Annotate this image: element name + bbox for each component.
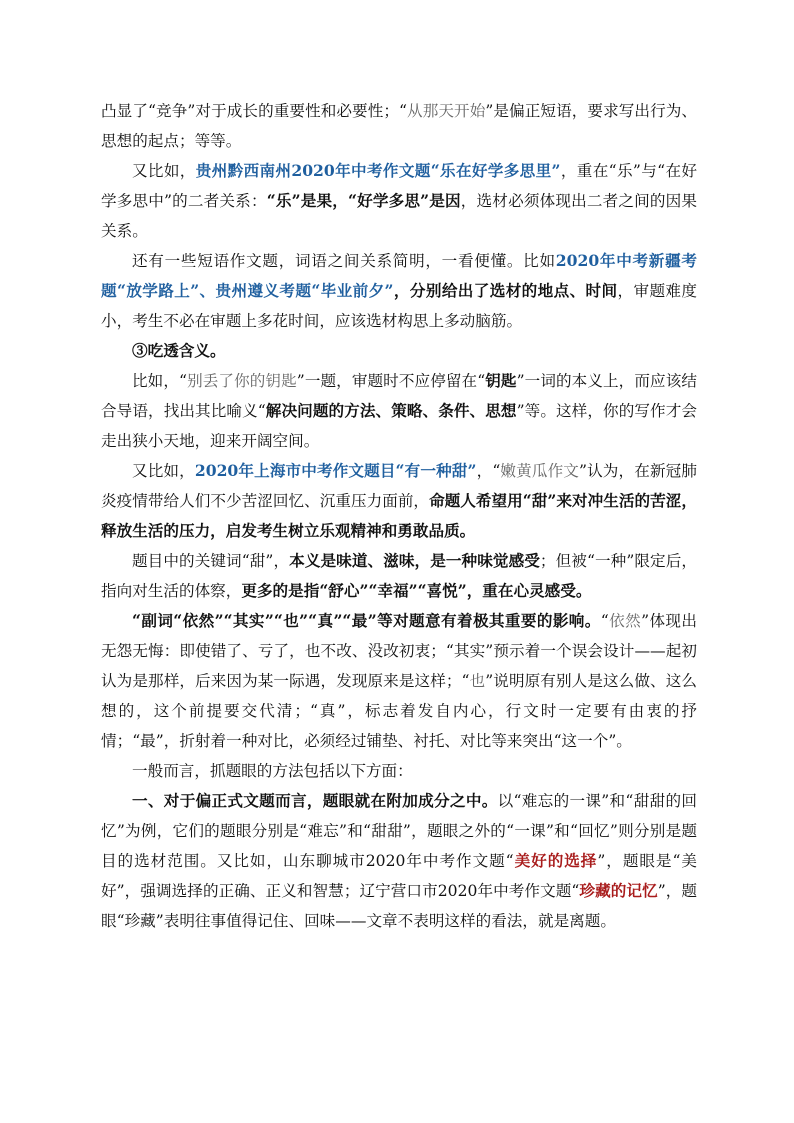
text-span: ”，题眼是“美好”，强调选择的正确、正义和智慧；辽宁营口市2020年中考作文题“ xyxy=(101,852,697,900)
text-span: 也 xyxy=(469,672,486,690)
text-span: 比如，“ xyxy=(132,372,187,390)
paragraph xyxy=(101,606,697,756)
bold-text: 解决问题的方法、策略、条件、思想 xyxy=(265,401,517,420)
bold-text: 更多的是指“舒心”“幸福”“喜悦”，重在心灵感受。 xyxy=(241,581,592,600)
text-span: 嫩黄瓜作文 xyxy=(500,462,579,480)
bold-text: “副词“依然”“其实”“也”“真”“最”等对题意有着极其重要的影响。 xyxy=(132,611,601,630)
paragraph xyxy=(101,96,697,156)
highlight-title: 2020年中考新疆考题“放学路上”、贵州遵义考题“毕业前夕” xyxy=(101,251,697,300)
text-span: “ xyxy=(600,612,609,630)
text-span: 依然 xyxy=(608,612,642,630)
text-span: ”，题眼“珍藏”表明往事值得记住、回味——文章不表明这样的看法，就是离题。 xyxy=(101,882,697,930)
highlight-title: 2020年上海市中考作文题目“有一种甜” xyxy=(194,461,477,480)
bold-text: ，分别给出了选材的地点、时间 xyxy=(393,281,618,300)
paragraph xyxy=(101,156,697,246)
text-span: ”认为，在新冠肺炎疫情带给人们不少苦涩回忆、沉重压力面前， xyxy=(101,462,697,510)
paragraph xyxy=(101,246,697,336)
paragraph xyxy=(101,786,697,936)
text-span: ”说明原有别人是这么做、这么想的，这个前提要交代清；“真”，标志着发自内心，行文时一定要有由衷的抒情；“最”，折射着一种对比，必须经过铺垫、衬托、对比等来突出“这一个”。 xyxy=(101,672,697,750)
text-span: ”一题，审题时不应停留在“ xyxy=(296,372,486,390)
text-span: 从那天开始 xyxy=(406,102,486,120)
text-span: ”一词的本义上，而应该结合导语，找出其比喻义“ xyxy=(101,372,697,420)
highlight-title: 贵州黔西南州2020年中考作文题“乐在好学多思里” xyxy=(195,161,561,180)
section-heading xyxy=(101,336,697,366)
paragraph xyxy=(101,366,697,456)
text-span: ”体现出无怨无悔：即使错了、亏了，也不改、没改初衷；“其实”预示着一个误会设计——起初认为是那样，后来因为某一际遇，发现原来是这样；“ xyxy=(101,612,697,690)
text-span: 别丢了你的钥匙 xyxy=(187,372,297,390)
bold-text: 本义是味道、滋味，是一种味觉感受 xyxy=(289,551,540,570)
bold-text: “乐”是果，“好学多思”是因 xyxy=(266,191,461,210)
text-span: ，审题难度小，考生不必在审题上多花时间，应该选材构思上多动脑筋。 xyxy=(101,282,697,330)
text-span: ，选材必须体现出二者之间的因果关系。 xyxy=(101,192,697,240)
heading-text: ③吃透含义。 xyxy=(132,341,226,360)
text-span: ”等。这样，你的写作才会走出狭小天地，迎来开阔空间。 xyxy=(101,402,697,450)
text-span: ，“ xyxy=(476,462,501,480)
bold-text: 钥匙 xyxy=(485,371,517,390)
paragraph xyxy=(101,546,697,606)
text-span: ；但被“一种”限定后，指向对生活的体察， xyxy=(101,552,697,600)
text-span: 一般而言，抓题眼的方法包括以下方面： xyxy=(132,762,413,780)
document-page xyxy=(101,96,697,936)
bold-text: 一、对于偏正式文题而言，题眼就在附加成分之中。 xyxy=(132,791,498,810)
text-span: ，重在“乐”与“在好学多思中”的二者关系： xyxy=(101,162,697,210)
text-span: 题目中的关键词“甜”， xyxy=(132,552,290,570)
highlight-title: 珍藏的记忆 xyxy=(579,881,658,900)
paragraph xyxy=(101,456,697,546)
highlight-title: 美好的选择 xyxy=(513,851,598,870)
text-span: 又比如， xyxy=(132,162,196,180)
text-span: 以“难忘的一课”和“甜甜的回忆”为例，它们的题眼分别是“难忘”和“甜甜”，题眼之外的“一课”和“回忆”则分别是题目的选材范围。又比如，山东聊城市2020年中考作文题“ xyxy=(101,792,697,870)
text-span: 凸显了“竞争”对于成长的重要性和必要性；“ xyxy=(101,102,407,120)
paragraph xyxy=(101,756,697,786)
bold-text: 命题人希望用“甜”来对冲生活的苦涩，释放生活的压力，启发考生树立乐观精神和勇敢品质。 xyxy=(101,491,697,540)
text-span: 又比如， xyxy=(132,462,195,480)
text-span: 还有一些短语作文题，词语之间关系简明，一看便懂。比如 xyxy=(132,252,556,270)
text-span: ”是偏正短语，要求写出行为、思想的起点；等等。 xyxy=(101,102,697,150)
